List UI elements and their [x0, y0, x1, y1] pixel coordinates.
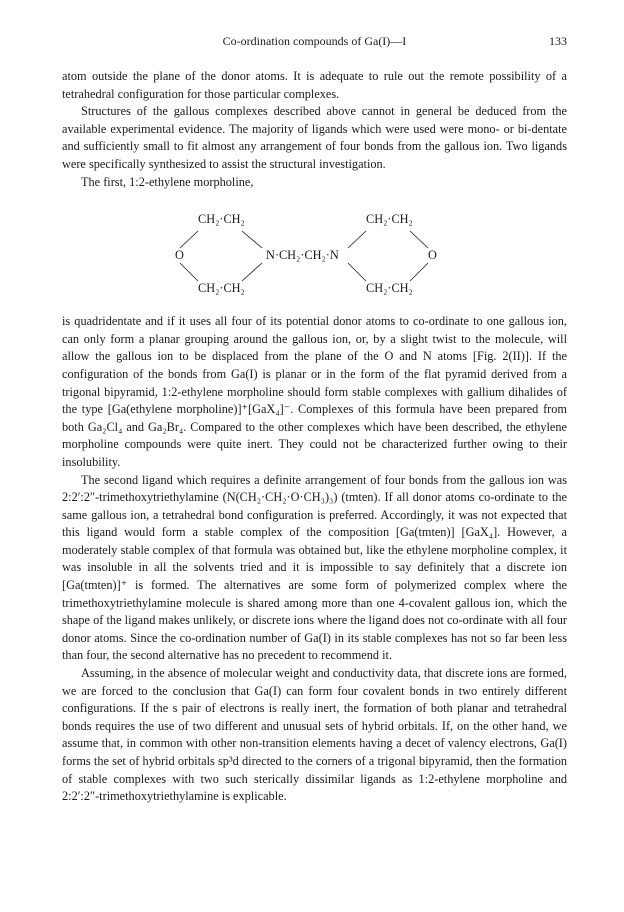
paragraph: The second ligand which requires a definite arrangement of four bonds from the gallous ion was 2:2′:2″-trimethoxytriethylamine (N(CH₂·CH₂·O·CH₃)₃) (tmten). If all donor atoms co-ordinate to the same gallous ion, a tetrahedral bond configuration is preferred. Accordingly, it was not expected that this ligand would form a stable complex of the composition [Ga(tmten)] [GaX₄]. However, a moderately stable complex of that formula was obtained but, like the ethylene morpholine complex, it was insoluble in all the solvents tried and it is impossible to say definitely that a discrete ion [Ga(tmten)]⁺ is formed. The alternatives are some form of polymerized complex where the trimethoxytriethylamine molecule is shared among more than one 4-covalent gallous ion, which the shape of the ligand makes unlikely, or discrete ions where the ligand does not co-ordinate with all four donor atoms. Since the co-ordination number of Ga(I) in its stable complexes has not so far been less than four, the second alternative has no precedent to recommend it.: [62, 472, 567, 663]
bond-line: [410, 263, 428, 281]
structure-label-bottom-left: CH₂·CH₂: [198, 281, 245, 296]
structure-label-oxygen-left: O: [175, 248, 184, 263]
article-body: [62, 68, 567, 806]
bond-line: [180, 231, 198, 248]
page-header: [62, 34, 567, 52]
structure-diagram: [62, 195, 567, 313]
paragraph: Structures of the gallous complexes described above cannot in general be deduced from the available experimental evidence. The majority of ligands which were used were mono- or bi-dentate and sufficiently small to fit almost any arrangement of four bonds from the gallous ion. Two ligands were specifically synthesized to assist the structural investigation.: [62, 104, 567, 171]
structure-label-oxygen-right: O: [428, 248, 437, 263]
bond-line: [242, 231, 262, 248]
paragraph: Assuming, in the absence of molecular weight and conductivity data, that discrete ions are formed, we are forced to the conclusion that Ga(I) can form four covalent bonds in two entirely different configurations. If the s pair of electrons is really inert, the formation of both planar and tetrahedral bonds requires the use of two different and unusual sets of hybrid orbitals. If, on the other hand, we assume that, in common with other non-transition elements having a decet of valency electrons, Ga(I) forms the set of hybrid orbitals sp³d directed to the corners of a trigonal bipyramid, then the formation of stable complexes with two such sterically dissimilar ligands as 1:2-ethylene morpholine and 2:2′:2″-trimethoxytriethylamine is explicable.: [62, 666, 567, 804]
paragraph: is quadridentate and if it uses all four of its potential donor atoms to co-ordinate to one gallous ion, can only form a planar grouping around the gallous ion, or, by a slight twist to the molecule, will allow the gallous ion to be displaced from the plane of the O and N atoms [Fig. 2(II)]. If the configuration of the bonds from Ga(I) is planar or in the form of the flat pyramid derived from a trigonal bipyramid, 1:2-ethylene morpholine should form stable complexes with gallium dihalides of the type [Ga(ethylene morpholine)]⁺[GaX₄]⁻. Complexes of this formula have been prepared from both Ga₂Cl₄ and Ga₂Br₄. Compared to the other complexes which have been described, the ethylene morpholine compounds were quite inert. They could not be characterized further owing to their insolubility.: [62, 314, 567, 469]
ethylene-morpholine-structure: [62, 195, 567, 313]
bond-line: [242, 263, 262, 281]
bond-line: [348, 231, 366, 248]
page-number: 133: [549, 34, 567, 48]
paragraph: The first, 1:2-ethylene morpholine,: [81, 174, 254, 189]
structure-label-top-right: CH₂·CH₂: [366, 212, 413, 227]
structure-label-top-left: CH₂·CH₂: [198, 212, 245, 227]
running-head: Co-ordination compounds of Ga(I)—I: [222, 34, 407, 48]
journal-page: [62, 34, 567, 806]
structure-label-bottom-right: CH₂·CH₂: [366, 281, 413, 296]
bond-line: [348, 263, 366, 281]
bond-line: [410, 231, 428, 248]
structure-label-center: N·CH₂·CH₂·N: [266, 248, 339, 263]
paragraph: atom outside the plane of the donor atoms. It is adequate to rule out the remote possibility of a tetrahedral configuration for those particular complexes.: [62, 69, 567, 101]
bond-line: [180, 263, 198, 281]
